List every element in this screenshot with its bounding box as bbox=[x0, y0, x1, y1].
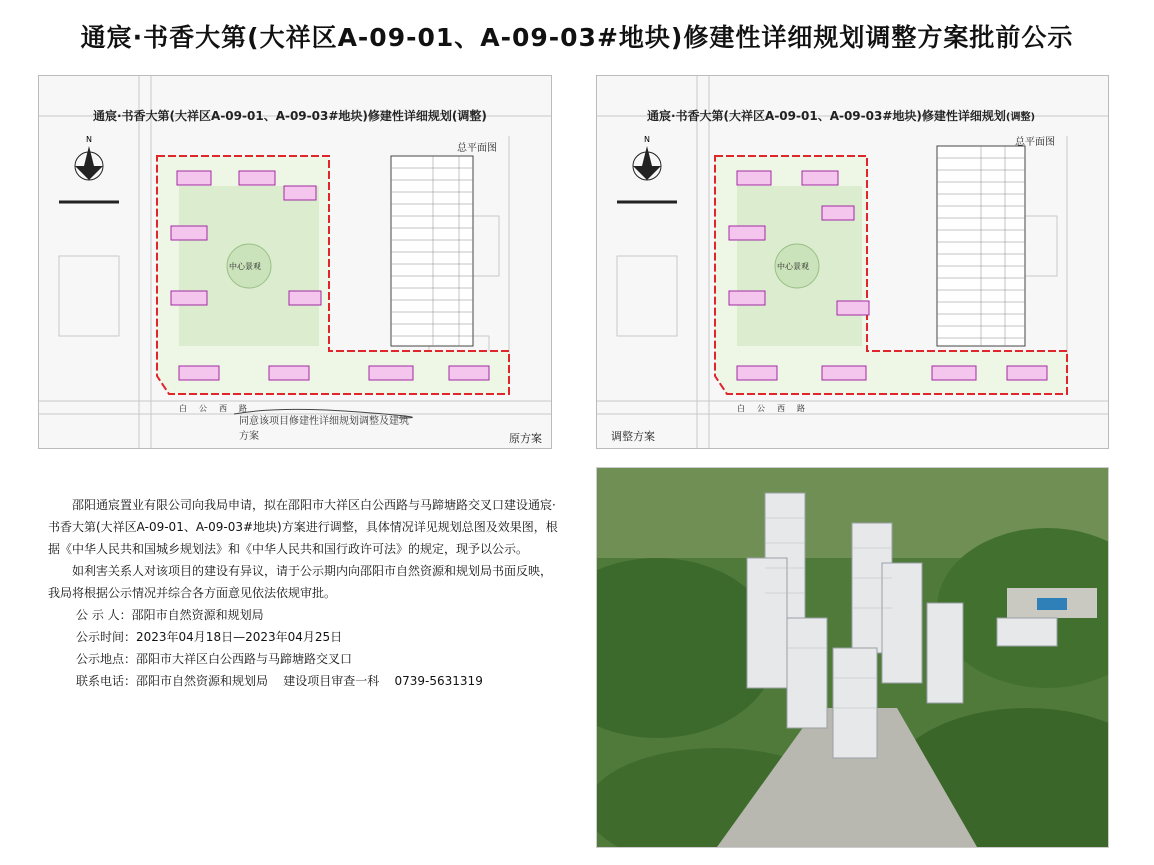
notice-paragraph-2: 如利害关系人对该项目的建设有异议，请于公示期内向邵阳市自然资源和规划局书面反映，我局将根据公示情况并综合各方面意见依法依规审批。 bbox=[48, 564, 553, 600]
svg-text:N: N bbox=[644, 135, 650, 144]
adjusted-plan-svg bbox=[597, 76, 1108, 448]
svg-text:N: N bbox=[86, 135, 92, 144]
adjusted-plan-center-label: 中心景观 bbox=[777, 262, 809, 271]
adjusted-plan-caption: 调整方案 bbox=[611, 430, 655, 443]
adjusted-plan-heading-suffix: (调整) bbox=[1005, 112, 1036, 123]
technical-indicators-table bbox=[391, 156, 473, 346]
original-plan-road-label: 白公西路 bbox=[179, 404, 259, 413]
original-plan-subheading: 总平面图 bbox=[457, 143, 497, 154]
adjusted-plan-subheading: 总平面图 bbox=[1015, 137, 1055, 148]
public-notice bbox=[48, 494, 558, 692]
original-plan-handwriting: 同意该项目修建性详细规划调整及建筑方案 bbox=[239, 416, 409, 442]
notice-paragraph-1: 邵阳通宸置业有限公司向我局申请，拟在邵阳市大祥区白公西路与马蹄塘路交叉口建设通宸·书香大第(大祥区A-09-01、A-09-03#地块)方案进行调整，具体情况详见规划总图及效果图，根据《中华人民共和国城乡规划法》和《中华人民共和国行政许可法》的规定，现予以公示。 bbox=[48, 498, 558, 556]
original-plan-drawing bbox=[38, 75, 552, 449]
technical-indicators-table bbox=[937, 146, 1025, 346]
adjusted-plan-road-label: 白公西路 bbox=[737, 404, 817, 413]
adjusted-plan-drawing bbox=[596, 75, 1109, 449]
adjusted-plan-heading bbox=[647, 107, 1035, 124]
notice-location: 公示地点：邵阳市大祥区白公西路与马蹄塘路交叉口 bbox=[76, 652, 353, 666]
aerial-rendering-image bbox=[596, 467, 1109, 848]
notice-period: 公示时间：2023年04月18日—2023年04月25日 bbox=[76, 630, 343, 644]
notice-contact: 联系电话：邵阳市自然资源和规划局 建设项目审查一科 0739-5631319 bbox=[76, 674, 483, 688]
original-plan-caption: 原方案 bbox=[509, 432, 542, 445]
page-title: 通宸·书香大第(大祥区A-09-01、A-09-03#地块)修建性详细规划调整方案批前公示 bbox=[80, 23, 1074, 52]
original-plan-svg bbox=[39, 76, 551, 448]
notice-announcer: 公 示 人：邵阳市自然资源和规划局 bbox=[76, 608, 264, 622]
original-plan-center-label: 中心景观 bbox=[229, 262, 261, 271]
adjusted-plan-heading-text: 通宸·书香大第(大祥区A-09-01、A-09-03#地块)修建性详细规划 bbox=[647, 109, 1006, 123]
original-plan-heading: 通宸·书香大第(大祥区A-09-01、A-09-03#地块)修建性详细规划(调整) bbox=[93, 109, 487, 123]
aerial-rendering-svg bbox=[597, 468, 1108, 847]
